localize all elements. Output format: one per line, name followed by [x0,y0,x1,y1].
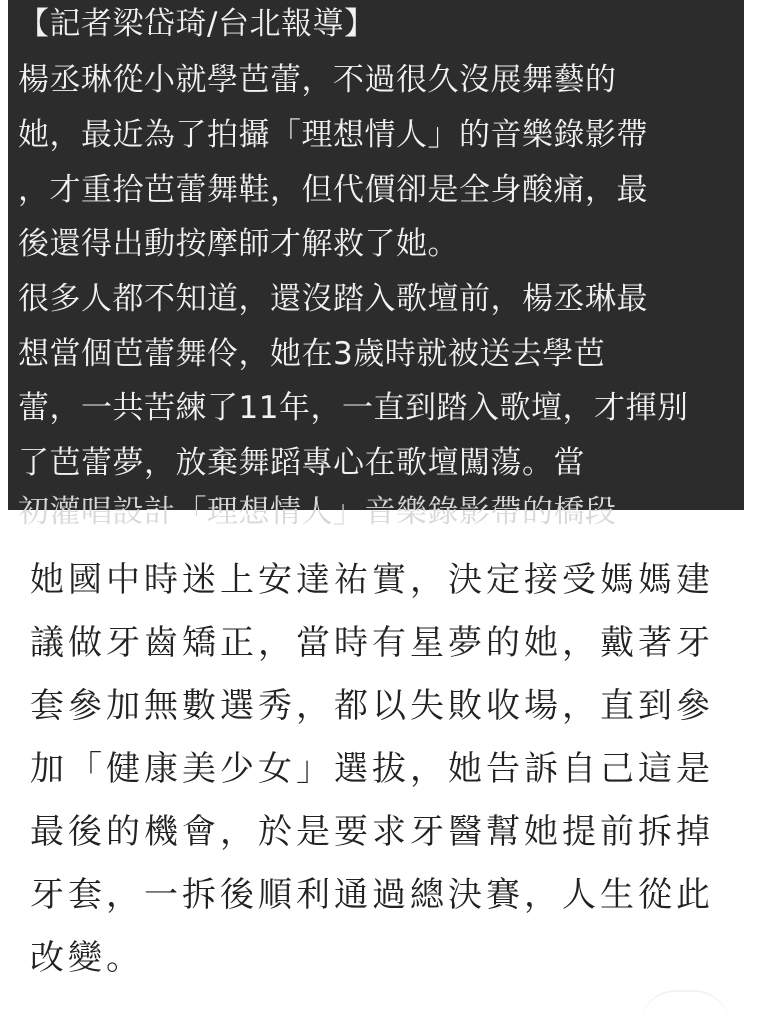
clipping-line-cutoff: 初灌唱設計「理想情人」音樂錄影帶的橋段 [18,494,617,530]
clipping-line: 她，最近為了拍攝「理想情人」的音樂錄影帶 [18,117,648,153]
article-line: 牙套，一拆後順利通過總決賽，人生從此 [30,875,714,915]
clipping-line: 楊丞琳從小就學芭蕾，不過很久沒展舞藝的 [18,62,617,98]
clipping-line: 想當個芭蕾舞伶，她在3歲時就被送去學芭 [18,336,606,372]
article-line: 議做牙齒矯正，當時有星夢的她，戴著牙 [30,623,714,663]
article-line: 她國中時迷上安達祐實，決定接受媽媽建 [30,560,714,600]
news-clipping-panel [8,0,744,530]
clipping-line: 很多人都不知道，還沒踏入歌壇前，楊丞琳最 [18,281,648,317]
reporter-byline: 【記者梁岱琦/台北報導】 [18,6,376,42]
article-line: 改變。 [30,938,144,978]
watermark-arc [640,990,730,1026]
clipping-line: 後還得出動按摩師才解救了她。 [18,226,459,262]
article-line: 套參加無數選秀，都以失敗收場，直到參 [30,686,714,726]
article-line: 加「健康美少女」選拔，她告訴自己這是 [30,749,714,789]
clipping-line: ，才重拾芭蕾舞鞋，但代價卻是全身酸痛，最 [18,172,648,208]
clipping-line: 了芭蕾夢，放棄舞蹈專心在歌壇闖蕩。當 [18,445,585,481]
clipping-line: 蕾，一共苦練了11年，一直到踏入歌壇，才揮別 [18,390,689,426]
article-line: 最後的機會，於是要求牙醫幫她提前拆掉 [30,812,714,852]
